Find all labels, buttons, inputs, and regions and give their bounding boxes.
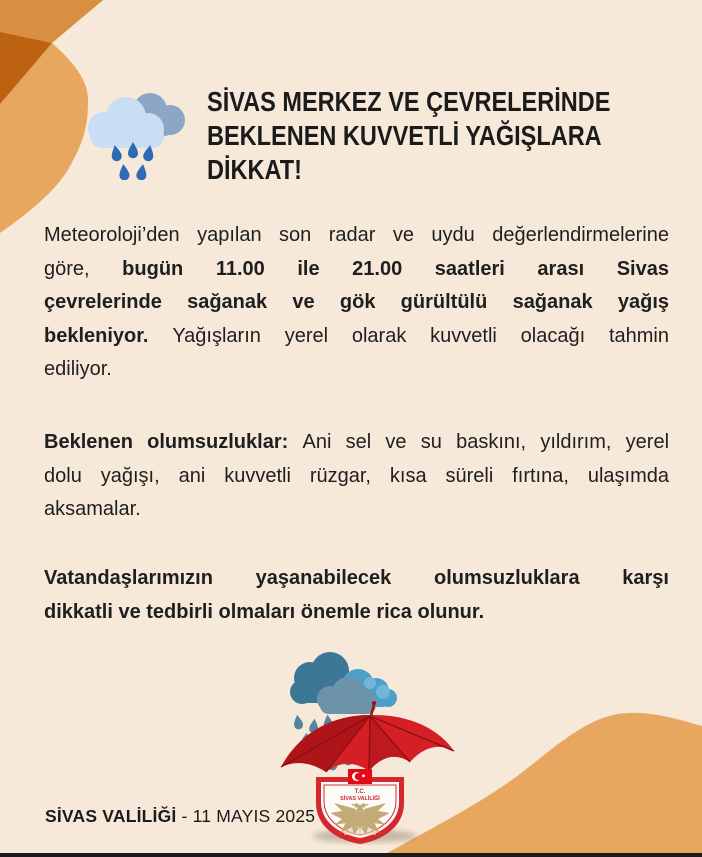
footer-separator: - <box>176 806 193 826</box>
paragraph-expected-hazards <box>44 426 669 527</box>
text-line: dikkatli ve tedbirli olmaları önemle rica olunur. <box>44 600 485 623</box>
raindrops <box>110 142 155 180</box>
text-line: Beklenen olumsuzluklar: Ani sel ve su baskını, yıldırım, yerel <box>44 431 670 453</box>
text-line: bekleniyor. Yağışların yerel olarak kuvvetli olacağı tahmin <box>44 324 669 347</box>
footer <box>45 806 315 827</box>
text-line: ediliyor. <box>44 358 112 380</box>
title-line-1: SİVAS MERKEZ VE ÇEVRELERİNDE <box>207 86 611 117</box>
footer-date: 11 MAYIS 2025 <box>192 806 316 826</box>
text-line: aksamalar. <box>44 498 141 520</box>
footer-issuer: SİVAS VALİLİĞİ <box>45 806 177 826</box>
emblem-text-valilik: SİVAS VALİLİĞİ <box>340 796 380 802</box>
rain-cloud-icon <box>78 84 196 180</box>
emblem-text-tc: T.C. <box>354 789 366 795</box>
paragraph-forecast <box>44 219 669 387</box>
paragraph-advice <box>44 562 669 629</box>
text-line: çevrelerinde sağanak ve gök gürültülü sağanak yağış <box>44 291 669 313</box>
title-line-3: DİKKAT! <box>207 154 302 185</box>
page-title <box>207 85 652 187</box>
bottom-black-bar <box>0 853 702 857</box>
text-line: dolu yağışı, ani kuvvetli rüzgar, kısa süreli fırtına, ulaşımda <box>44 464 669 487</box>
title-line-2: BEKLENEN KUVVETLİ YAĞIŞLARA <box>207 120 602 151</box>
text-line: Vatandaşlarımızın yaşanabilecek olumsuzluklara karşı <box>44 567 669 589</box>
text-line: Meteoroloji’den yapılan son radar ve uydu değerlendirmelerine <box>44 224 669 246</box>
turkish-flag-icon <box>348 769 372 784</box>
text-line: göre, bugün 11.00 ile 21.00 saatleri arası Sivas <box>44 257 669 280</box>
